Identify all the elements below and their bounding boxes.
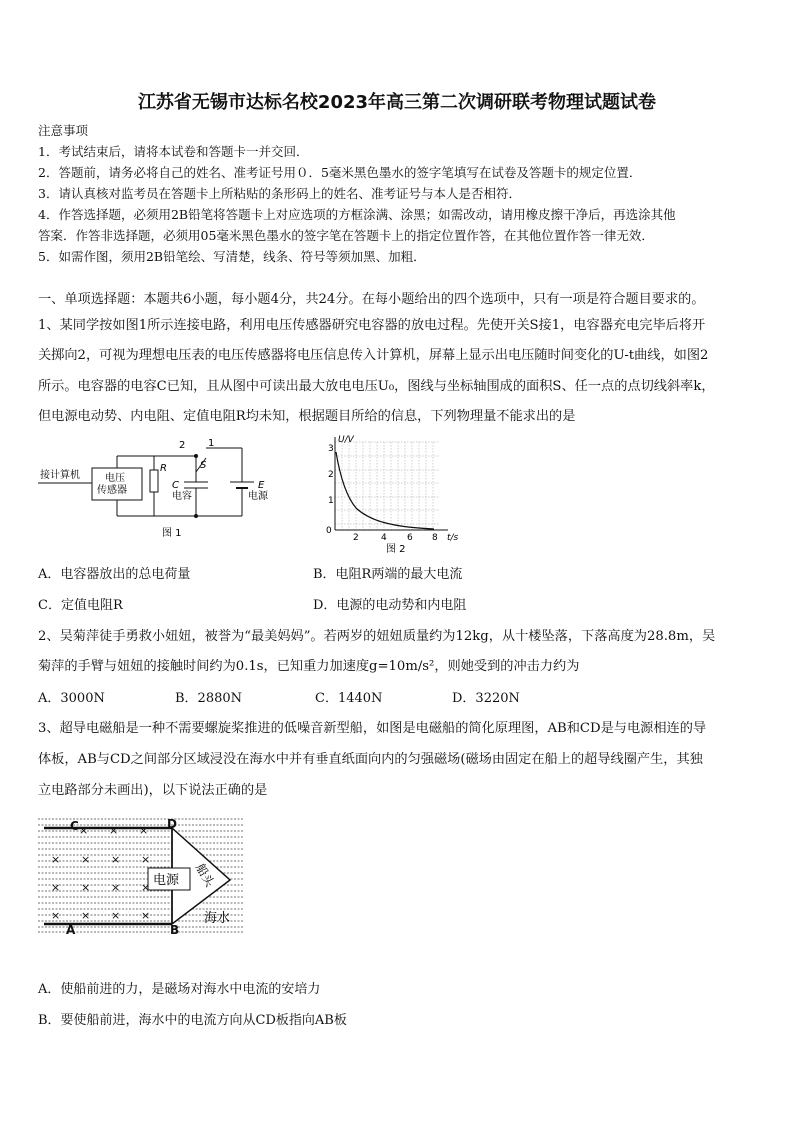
svg-text:×: × bbox=[51, 853, 61, 866]
ship-figure bbox=[38, 814, 248, 938]
svg-text:×: × bbox=[81, 881, 91, 894]
notice-item: 5．如需作图，须用2B铅笔绘、写清楚，线条、符号等须加黑、加粗． bbox=[38, 249, 426, 264]
x-tick-label: 4 bbox=[381, 533, 387, 543]
q1-text: 关掷向2，可视为理想电压表的电压传感器将电压信息传入计算机，屏幕上显示出电压随时间变化的U-t曲线，如图2 bbox=[38, 348, 709, 363]
plate-label-b: B bbox=[170, 923, 180, 937]
q1-option-a: A．电容器放出的总电荷量 bbox=[38, 567, 191, 582]
graph-grid bbox=[335, 442, 439, 530]
power-source-label: 电源 bbox=[153, 873, 180, 888]
q2-text: 2、吴菊萍徒手勇救小妞妞，被誉为“最美妈妈”。若两岁的妞妞质量约为12kg，从十楼坠落，下落高度为28.8m，吴 bbox=[38, 629, 716, 644]
q3-text: 立电路部分未画出)，以下说法正确的是 bbox=[38, 783, 268, 798]
q2-option-a: A．3000N bbox=[38, 691, 105, 706]
x-tick-label: 8 bbox=[432, 533, 438, 543]
plate-label-a: A bbox=[66, 923, 76, 937]
svg-text:×: × bbox=[111, 853, 121, 866]
svg-text:×: × bbox=[51, 881, 61, 894]
svg-text:×: × bbox=[111, 909, 121, 922]
notice-item: 4．作答选择题，必须用2B铅笔将答题卡上对应选项的方框涂满、涂黑；如需改动，请用橡皮擦干净后，再选涂其他 bbox=[38, 207, 676, 222]
svg-text:×: × bbox=[109, 824, 119, 837]
notice-item: 2．答题前，请务必将自己的姓名、准考证号用０．5毫米黑色墨水的签字笔填写在试卷及答题卡的规定位置． bbox=[38, 165, 642, 180]
magnetic-field-marks bbox=[51, 824, 150, 922]
source-name: 电源 bbox=[248, 491, 268, 502]
x-axis-label: t/s bbox=[447, 533, 459, 543]
q3-text: 3、超导电磁船是一种不需要螺旋桨推进的低噪音新型船，如图是电磁船的简化原理图，AB和CD是与电源相连的导 bbox=[38, 721, 707, 736]
q3-option-b: B．要使船前进，海水中的电流方向从CD板指向AB板 bbox=[38, 1013, 347, 1028]
y-tick-label: 1 bbox=[328, 496, 334, 506]
q1-text: 所示。电容器的电容C已知，且从图中可读出最大放电电压U₀，图线与坐标轴围成的面积S、任一点的点切线斜率k， bbox=[38, 379, 715, 394]
figure-caption: 图 2 bbox=[386, 544, 406, 555]
junction-dot bbox=[194, 514, 198, 518]
svg-text:×: × bbox=[141, 909, 151, 922]
x-tick-label: 6 bbox=[407, 533, 413, 543]
svg-text:×: × bbox=[79, 824, 89, 837]
figure-caption: 图 1 bbox=[162, 528, 182, 539]
sensor-label: 电压 bbox=[105, 473, 125, 484]
notice-item: 1．考试结束后，请将本试卷和答题卡一并交回． bbox=[38, 144, 309, 159]
computer-label: 接计算机 bbox=[40, 470, 80, 481]
resistor-label: R bbox=[160, 463, 167, 474]
q2-text: 菊萍的手臂与妞妞的接触时间约为0.1s，已知重力加速度g=10m/s²，则她受到的冲击力约为 bbox=[38, 659, 580, 674]
svg-text:×: × bbox=[141, 853, 151, 866]
y-tick-label: 2 bbox=[328, 470, 334, 480]
notice-item: 答案．作答非选择题，必须用05毫米黑色墨水的签字笔在答题卡上的指定位置作答，在其他位置作答一律无效． bbox=[38, 228, 654, 243]
seawater-label: 海水 bbox=[204, 911, 231, 926]
capacitor-name: 电容 bbox=[172, 491, 192, 502]
ut-graph-figure-2 bbox=[314, 434, 464, 556]
plate-label-c: C bbox=[70, 819, 79, 833]
y-tick-label: 3 bbox=[328, 444, 334, 454]
switch-node-1: 1 bbox=[208, 438, 215, 449]
source-label: E bbox=[258, 480, 265, 491]
capacitor-label: C bbox=[172, 480, 179, 491]
q3-text: 体板，AB与CD之间部分区域浸没在海水中并有垂直纸面向内的匀强磁场(磁场由固定在船上的超导线圈产生，其独 bbox=[38, 752, 703, 767]
plate-label-d: D bbox=[167, 817, 177, 831]
q2-option-c: C．1440N bbox=[315, 691, 383, 706]
svg-text:×: × bbox=[111, 881, 121, 894]
junction-dot bbox=[194, 454, 198, 458]
sensor-label: 传感器 bbox=[97, 485, 127, 496]
section-heading: 一、单项选择题：本题共6小题，每小题4分，共24分。在每小题给出的四个选项中，只有一项是符合题目要求的。 bbox=[38, 292, 705, 307]
origin-label: 0 bbox=[326, 526, 332, 536]
page-title: 江苏省无锡市达标名校2023年高三第二次调研联考物理试题试卷 bbox=[137, 92, 657, 113]
circuit-figure-1 bbox=[34, 436, 284, 546]
notice-item: 3．请认真核对监考员在答题卡上所粘贴的条形码上的姓名、准考证号与本人是否相符． bbox=[38, 186, 521, 201]
svg-text:×: × bbox=[81, 909, 91, 922]
switch-node-2: 2 bbox=[179, 440, 186, 451]
svg-text:×: × bbox=[51, 909, 61, 922]
svg-text:×: × bbox=[81, 853, 91, 866]
q2-option-d: D．3220N bbox=[452, 691, 520, 706]
svg-text:×: × bbox=[141, 881, 151, 894]
discharge-curve bbox=[336, 452, 434, 529]
x-tick-label: 2 bbox=[353, 533, 359, 543]
q1-option-c: C．定值电阻R bbox=[38, 598, 123, 613]
q2-option-b: B．2880N bbox=[175, 691, 243, 706]
ship-bow-label: 船头 bbox=[192, 861, 218, 890]
q1-option-d: D．电源的电动势和内电阻 bbox=[313, 598, 467, 613]
q3-option-a: A．使船前进的力，是磁场对海水中电流的安培力 bbox=[38, 982, 321, 997]
q1-text: 但电源电动势、内电阻、定值电阻R均未知，根据题目所给的信息，下列物理量不能求出的是 bbox=[38, 409, 576, 424]
y-axis-label: U/V bbox=[338, 435, 354, 445]
notice-heading: 注意事项 bbox=[38, 123, 89, 138]
svg-text:×: × bbox=[139, 824, 149, 837]
q1-text: 1、某同学按如图1所示连接电路，利用电压传感器研究电容器的放电过程。先使开关S接1，电容器充电完毕后将开 bbox=[38, 318, 706, 333]
q1-option-b: B．电阻R两端的最大电流 bbox=[313, 567, 463, 582]
switch-label: S bbox=[200, 460, 207, 471]
